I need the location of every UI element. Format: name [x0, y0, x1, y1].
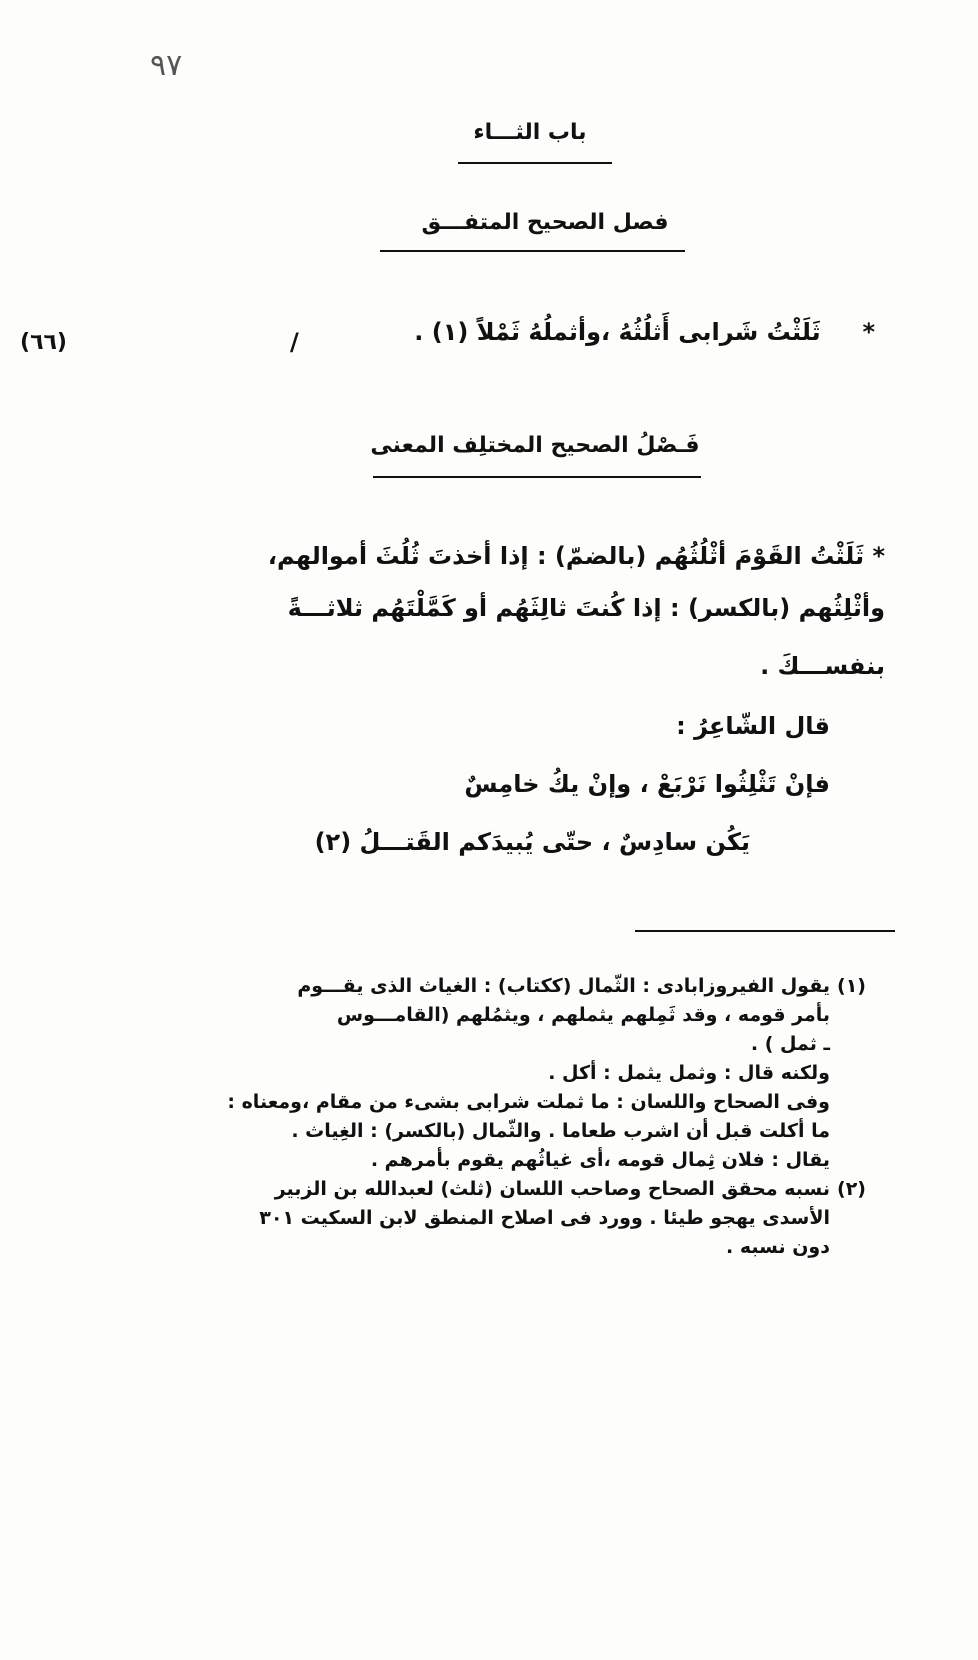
entry2-line-3: بنفســـكَ . [760, 652, 885, 680]
section-title-agreed: فصل الصحيح المتفـــق [421, 210, 669, 235]
section-title-agreed-underline [380, 250, 685, 252]
chapter-title: باب الثـــاء [473, 120, 587, 145]
footnote-1-line: ولكنه قال : وثمل يثمل : أكل . [548, 1062, 830, 1084]
entry2-line-1: * ثَلَثْتُ القَوْمَ أثْلُثُهُم (بالضمّ) : إذا أخذتَ ثُلُثَ أموالهم، [267, 542, 885, 570]
section-title-different-meaning-underline [373, 476, 701, 478]
footnote-1-line: ما أكلت قبل أن اشرب طعاما . والثّمال (بالكسر) : الغِياث . [291, 1120, 830, 1142]
footnote-1-number: (١) [837, 975, 866, 997]
verse-line-1: فإنْ تَثْلِثُوا نَرْبَعْ ، وإنْ يكُ خامِسٌ [464, 770, 830, 798]
section-title-different-meaning: فَـصْلُ الصحيح المختلِف المعنى [370, 433, 700, 458]
chapter-title-underline [458, 162, 612, 164]
entry-number: (٦٦) [20, 330, 67, 355]
entry-line [360, 318, 875, 346]
footnote-2-number: (٢) [837, 1178, 866, 1200]
footnote-1-line: بأمر قومه ، وقد ثَمِلهم يثملهم ، ويثمُلهم (القامـــوس [336, 1004, 830, 1026]
footnote-1-line: يقول الفيروزابادى : الثّمال (ككتاب) : الغياث الذى يقـــوم [297, 975, 830, 997]
footnote-1-line: وفى الصحاح واللسان : ما ثملت شرابى بشىء من مقام ،ومعناه : [227, 1091, 830, 1113]
page-folio-number: ٩٧ [150, 48, 183, 83]
footnote-2-line: دون نسبه . [726, 1236, 830, 1258]
footnote-2-line: الأسدى يهجو طيئا . وورد فى اصلاح المنطق لابن السكيت ٣٠١ [259, 1207, 830, 1229]
entry-slash-mark: / [290, 328, 299, 356]
footnote-1-line: ـ ثمل ) . [750, 1033, 830, 1055]
entry-marker: * [862, 318, 875, 346]
entry2-line-2: وأثْلِثُهم (بالكسر) : إذا كُنتَ ثالِثَهُم أو كَمَّلْتَهُم ثلاثـــةً [287, 594, 885, 622]
footnote-separator [635, 930, 895, 932]
footnote-2-line: نسبه محقق الصحاح وصاحب اللسان (ثلث) لعبدالله بن الزبير [274, 1178, 830, 1200]
footnote-1-line: يقال : فلان ثِمال قومه ،أى غياثُهم يقوم بأمرهم . [370, 1149, 830, 1171]
poet-intro: قال الشّاعِرُ : [676, 712, 830, 740]
verse-line-2: يَكُن سادِسٌ ، حتّى يُبيدَكم القَتـــلُ (٢) [314, 828, 750, 856]
entry-text: ثَلَثْتُ شَرابى أَثلُثُهُ ،وأثملُهُ ثَمْلاً (١) . [414, 318, 821, 346]
